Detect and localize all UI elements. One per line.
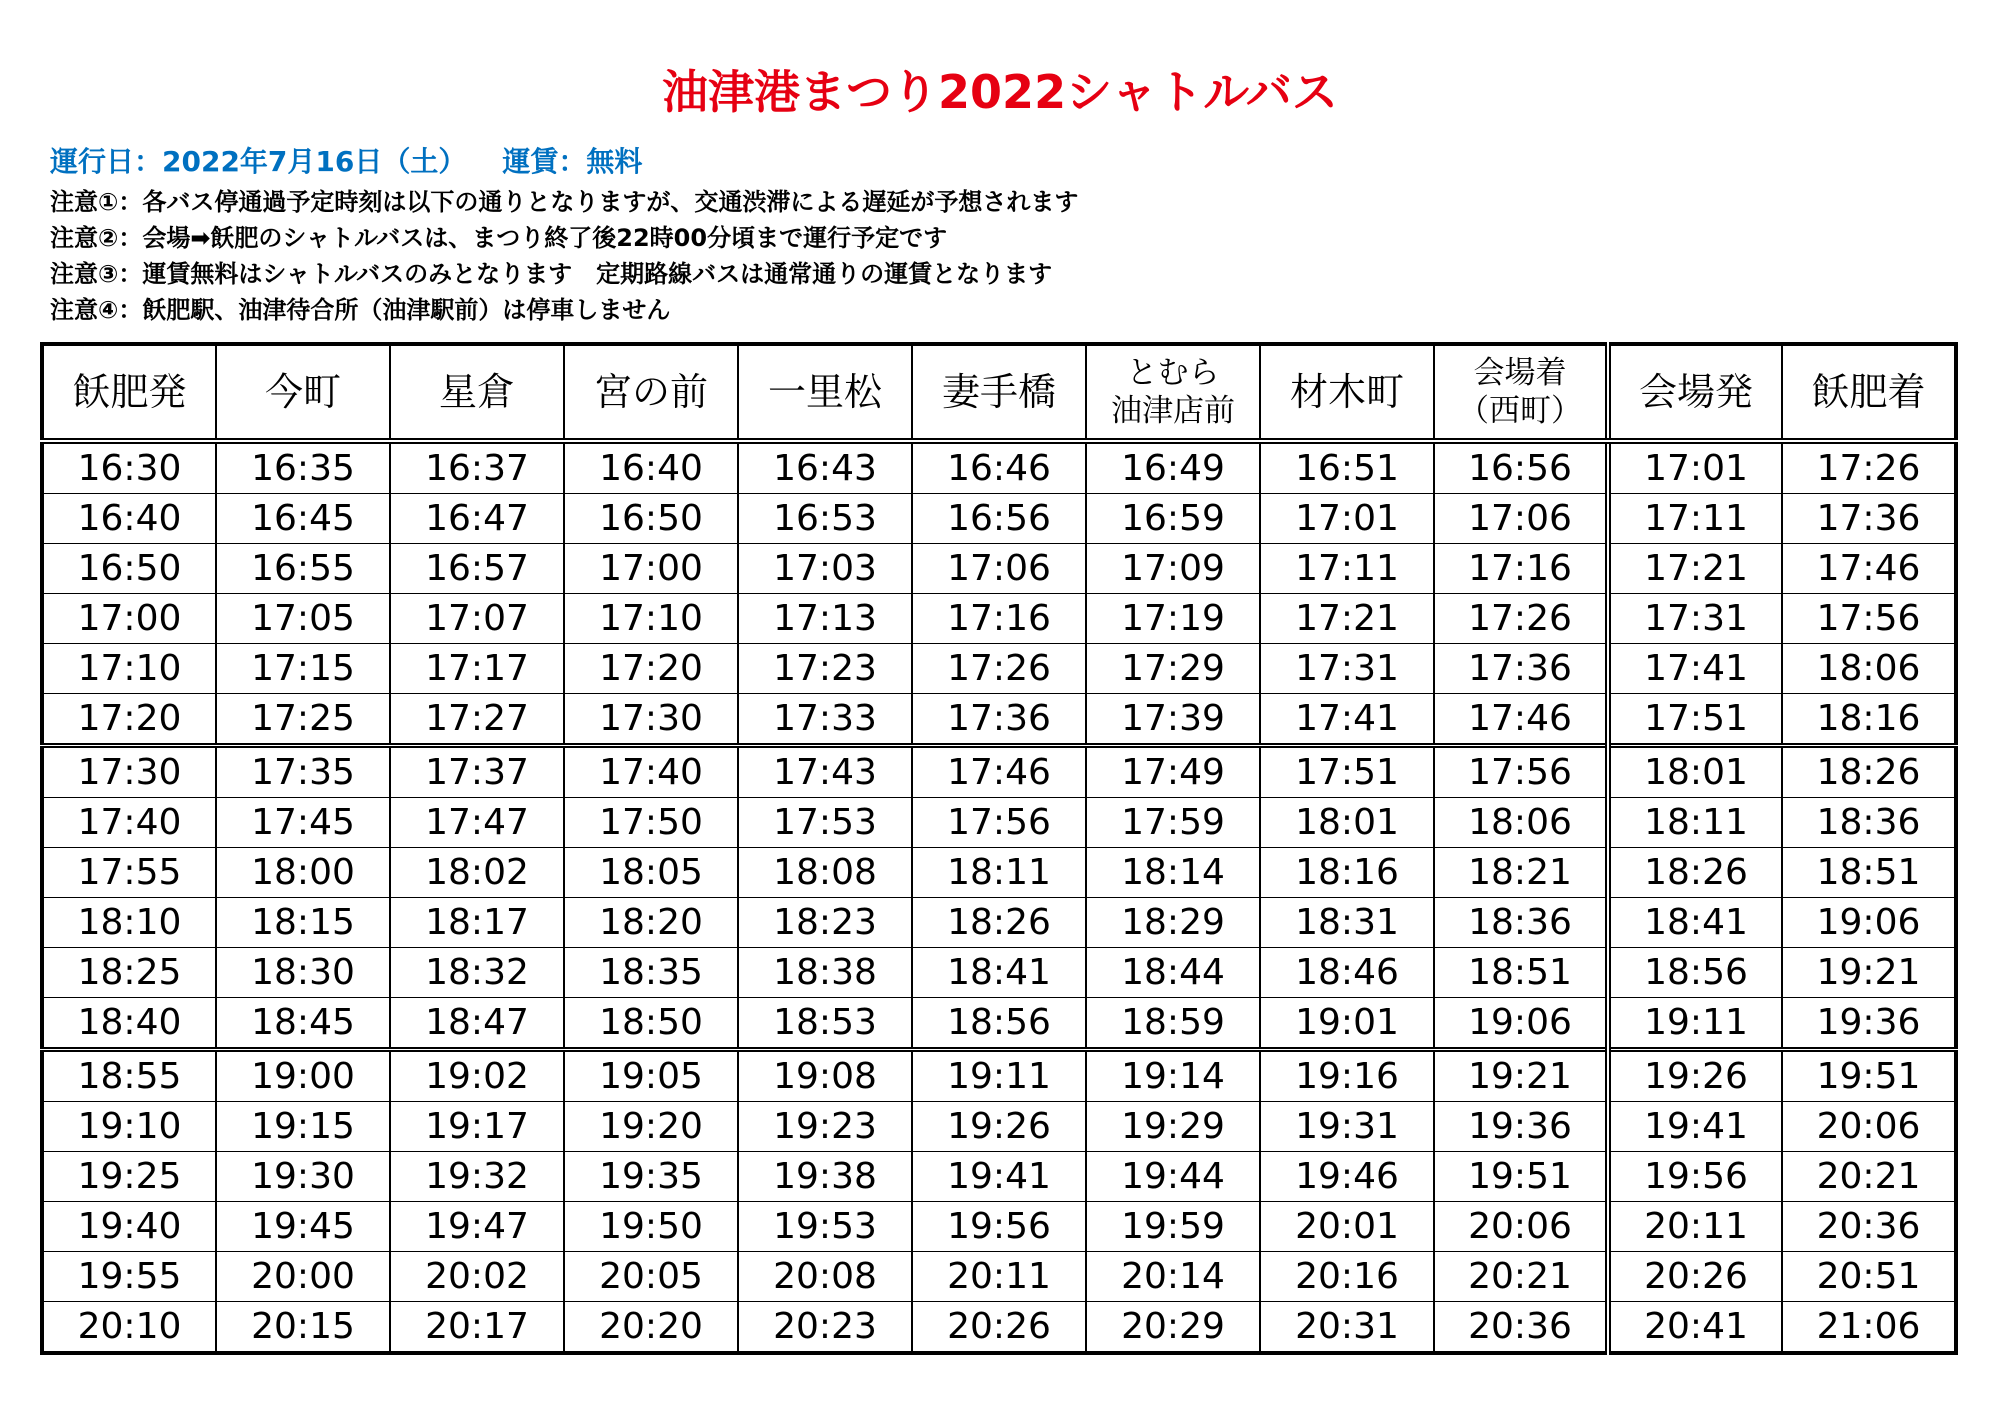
timetable-header-row xyxy=(42,344,1956,441)
time-cell: 20:14 xyxy=(1086,1252,1260,1302)
time-cell: 17:56 xyxy=(912,798,1086,848)
time-cell: 17:27 xyxy=(390,694,564,746)
operation-date: 運行日：2022年7月16日（土） xyxy=(50,145,467,178)
note-item: 注意①：各バス停通過予定時刻は以下の通りとなりますが、交通渋滞による遅延が予想されます xyxy=(50,188,1079,216)
time-cell: 20:29 xyxy=(1086,1302,1260,1354)
time-cell: 18:59 xyxy=(1086,998,1260,1050)
notes-list xyxy=(50,184,1078,328)
time-cell: 18:35 xyxy=(564,948,738,998)
time-cell: 17:09 xyxy=(1086,544,1260,594)
table-row xyxy=(42,441,1956,494)
time-cell: 17:06 xyxy=(1434,494,1608,544)
time-cell: 17:39 xyxy=(1086,694,1260,746)
time-cell: 17:10 xyxy=(42,644,216,694)
time-cell: 18:29 xyxy=(1086,898,1260,948)
time-cell: 20:01 xyxy=(1260,1202,1434,1252)
column-header xyxy=(1086,344,1260,441)
time-cell: 17:20 xyxy=(42,694,216,746)
time-cell: 19:46 xyxy=(1260,1152,1434,1202)
note-item: 注意③：運賃無料はシャトルバスのみとなります 定期路線バスは通常通りの運賃となります xyxy=(50,260,1053,288)
column-header-line: 星倉 xyxy=(438,370,515,414)
time-cell: 17:51 xyxy=(1260,746,1434,798)
column-header-line: 材木町 xyxy=(1289,370,1404,414)
table-row xyxy=(42,1152,1956,1202)
time-cell: 17:36 xyxy=(1434,644,1608,694)
time-cell: 17:50 xyxy=(564,798,738,848)
time-cell: 17:36 xyxy=(912,694,1086,746)
time-cell: 17:00 xyxy=(42,594,216,644)
time-cell: 17:31 xyxy=(1608,594,1782,644)
time-cell: 18:23 xyxy=(738,898,912,948)
time-cell: 17:21 xyxy=(1260,594,1434,644)
time-cell: 17:41 xyxy=(1260,694,1434,746)
time-cell: 18:05 xyxy=(564,848,738,898)
time-cell: 17:31 xyxy=(1260,644,1434,694)
time-cell: 16:37 xyxy=(390,441,564,494)
column-header xyxy=(738,344,912,441)
time-cell: 17:40 xyxy=(42,798,216,848)
time-cell: 18:53 xyxy=(738,998,912,1050)
time-cell: 18:17 xyxy=(390,898,564,948)
time-cell: 19:02 xyxy=(390,1050,564,1102)
time-cell: 17:41 xyxy=(1608,644,1782,694)
time-cell: 17:26 xyxy=(1434,594,1608,644)
time-cell: 17:30 xyxy=(564,694,738,746)
time-cell: 17:46 xyxy=(1782,544,1956,594)
time-cell: 19:32 xyxy=(390,1152,564,1202)
time-cell: 18:40 xyxy=(42,998,216,1050)
time-cell: 17:16 xyxy=(912,594,1086,644)
time-cell: 18:26 xyxy=(1782,746,1956,798)
time-cell: 19:41 xyxy=(1608,1102,1782,1152)
time-cell: 20:36 xyxy=(1782,1202,1956,1252)
note-item: 注意②：会場➡飫肥のシャトルバスは、まつり終了後22時00分頃まで運行予定です xyxy=(50,224,948,252)
time-cell: 18:55 xyxy=(42,1050,216,1102)
table-row xyxy=(42,494,1956,544)
time-cell: 20:21 xyxy=(1782,1152,1956,1202)
time-cell: 19:16 xyxy=(1260,1050,1434,1102)
time-cell: 19:51 xyxy=(1434,1152,1608,1202)
time-cell: 19:05 xyxy=(564,1050,738,1102)
column-header-line: （西町） xyxy=(1458,393,1582,429)
time-cell: 20:02 xyxy=(390,1252,564,1302)
time-cell: 16:30 xyxy=(42,441,216,494)
time-cell: 17:49 xyxy=(1086,746,1260,798)
table-row xyxy=(42,848,1956,898)
time-cell: 18:47 xyxy=(390,998,564,1050)
time-cell: 19:08 xyxy=(738,1050,912,1102)
column-header-line: 飫肥着 xyxy=(1811,370,1926,414)
column-header xyxy=(1608,344,1782,441)
table-row xyxy=(42,948,1956,998)
time-cell: 19:38 xyxy=(738,1152,912,1202)
table-row xyxy=(42,1102,1956,1152)
time-cell: 18:02 xyxy=(390,848,564,898)
time-cell: 19:41 xyxy=(912,1152,1086,1202)
time-cell: 20:31 xyxy=(1260,1302,1434,1354)
time-cell: 19:01 xyxy=(1260,998,1434,1050)
time-cell: 17:15 xyxy=(216,644,390,694)
time-cell: 20:05 xyxy=(564,1252,738,1302)
table-row xyxy=(42,1302,1956,1354)
time-cell: 18:10 xyxy=(42,898,216,948)
time-cell: 17:20 xyxy=(564,644,738,694)
time-cell: 18:14 xyxy=(1086,848,1260,898)
time-cell: 19:44 xyxy=(1086,1152,1260,1202)
time-cell: 18:26 xyxy=(1608,848,1782,898)
time-cell: 17:26 xyxy=(1782,441,1956,494)
time-cell: 16:45 xyxy=(216,494,390,544)
time-cell: 16:43 xyxy=(738,441,912,494)
note-item: 注意④：飫肥駅、油津待合所（油津駅前）は停車しません xyxy=(50,296,671,324)
time-cell: 18:50 xyxy=(564,998,738,1050)
time-cell: 19:10 xyxy=(42,1102,216,1152)
time-cell: 16:46 xyxy=(912,441,1086,494)
time-cell: 20:00 xyxy=(216,1252,390,1302)
time-cell: 19:55 xyxy=(42,1252,216,1302)
time-cell: 16:56 xyxy=(1434,441,1608,494)
time-cell: 20:36 xyxy=(1434,1302,1608,1354)
table-row xyxy=(42,1202,1956,1252)
time-cell: 18:06 xyxy=(1782,644,1956,694)
time-cell: 18:56 xyxy=(1608,948,1782,998)
time-cell: 19:29 xyxy=(1086,1102,1260,1152)
time-cell: 16:59 xyxy=(1086,494,1260,544)
time-cell: 17:25 xyxy=(216,694,390,746)
time-cell: 19:11 xyxy=(912,1050,1086,1102)
column-header xyxy=(390,344,564,441)
time-cell: 17:30 xyxy=(42,746,216,798)
time-cell: 19:45 xyxy=(216,1202,390,1252)
timetable-body xyxy=(42,441,1956,1353)
table-row xyxy=(42,544,1956,594)
time-cell: 18:20 xyxy=(564,898,738,948)
time-cell: 19:53 xyxy=(738,1202,912,1252)
column-header xyxy=(912,344,1086,441)
time-cell: 20:23 xyxy=(738,1302,912,1354)
time-cell: 19:25 xyxy=(42,1152,216,1202)
table-row xyxy=(42,694,1956,746)
time-cell: 19:47 xyxy=(390,1202,564,1252)
time-cell: 18:45 xyxy=(216,998,390,1050)
column-header xyxy=(216,344,390,441)
column-header-line: 会場着 xyxy=(1473,355,1567,391)
table-row xyxy=(42,594,1956,644)
time-cell: 19:26 xyxy=(912,1102,1086,1152)
time-cell: 17:19 xyxy=(1086,594,1260,644)
table-row xyxy=(42,644,1956,694)
time-cell: 16:47 xyxy=(390,494,564,544)
column-header-line: 会場発 xyxy=(1638,370,1753,414)
time-cell: 19:21 xyxy=(1782,948,1956,998)
column-header-line: とむら xyxy=(1126,355,1220,391)
time-cell: 17:53 xyxy=(738,798,912,848)
time-cell: 19:36 xyxy=(1782,998,1956,1050)
timetable xyxy=(40,342,1958,1355)
time-cell: 17:35 xyxy=(216,746,390,798)
time-cell: 20:21 xyxy=(1434,1252,1608,1302)
time-cell: 18:41 xyxy=(912,948,1086,998)
time-cell: 18:30 xyxy=(216,948,390,998)
table-row xyxy=(42,798,1956,848)
time-cell: 17:46 xyxy=(912,746,1086,798)
time-cell: 17:03 xyxy=(738,544,912,594)
time-cell: 19:50 xyxy=(564,1202,738,1252)
time-cell: 18:26 xyxy=(912,898,1086,948)
time-cell: 19:30 xyxy=(216,1152,390,1202)
time-cell: 18:00 xyxy=(216,848,390,898)
time-cell: 17:37 xyxy=(390,746,564,798)
time-cell: 18:08 xyxy=(738,848,912,898)
time-cell: 17:56 xyxy=(1434,746,1608,798)
time-cell: 19:00 xyxy=(216,1050,390,1102)
time-cell: 20:16 xyxy=(1260,1252,1434,1302)
operation-info xyxy=(50,144,642,180)
time-cell: 18:11 xyxy=(1608,798,1782,848)
time-cell: 17:13 xyxy=(738,594,912,644)
time-cell: 20:41 xyxy=(1608,1302,1782,1354)
time-cell: 17:01 xyxy=(1260,494,1434,544)
time-cell: 19:59 xyxy=(1086,1202,1260,1252)
time-cell: 18:31 xyxy=(1260,898,1434,948)
time-cell: 18:46 xyxy=(1260,948,1434,998)
time-cell: 20:51 xyxy=(1782,1252,1956,1302)
time-cell: 17:07 xyxy=(390,594,564,644)
column-header-line: 飫肥発 xyxy=(72,370,187,414)
time-cell: 18:51 xyxy=(1782,848,1956,898)
time-cell: 17:11 xyxy=(1260,544,1434,594)
column-header-line: 宮の前 xyxy=(593,370,708,414)
time-cell: 20:06 xyxy=(1434,1202,1608,1252)
time-cell: 16:35 xyxy=(216,441,390,494)
time-cell: 17:43 xyxy=(738,746,912,798)
time-cell: 19:17 xyxy=(390,1102,564,1152)
time-cell: 18:01 xyxy=(1260,798,1434,848)
time-cell: 16:53 xyxy=(738,494,912,544)
table-row xyxy=(42,1050,1956,1102)
column-header-line: 妻手橋 xyxy=(941,370,1056,414)
time-cell: 20:15 xyxy=(216,1302,390,1354)
time-cell: 21:06 xyxy=(1782,1302,1956,1354)
time-cell: 17:17 xyxy=(390,644,564,694)
time-cell: 20:20 xyxy=(564,1302,738,1354)
column-header xyxy=(1782,344,1956,441)
time-cell: 17:29 xyxy=(1086,644,1260,694)
table-row xyxy=(42,1252,1956,1302)
column-header xyxy=(564,344,738,441)
time-cell: 17:23 xyxy=(738,644,912,694)
time-cell: 20:08 xyxy=(738,1252,912,1302)
time-cell: 17:26 xyxy=(912,644,1086,694)
time-cell: 17:05 xyxy=(216,594,390,644)
time-cell: 20:26 xyxy=(1608,1252,1782,1302)
time-cell: 16:40 xyxy=(42,494,216,544)
table-row xyxy=(42,998,1956,1050)
time-cell: 17:33 xyxy=(738,694,912,746)
time-cell: 18:06 xyxy=(1434,798,1608,848)
time-cell: 18:16 xyxy=(1260,848,1434,898)
time-cell: 19:11 xyxy=(1608,998,1782,1050)
time-cell: 18:11 xyxy=(912,848,1086,898)
time-cell: 20:26 xyxy=(912,1302,1086,1354)
column-header-line: 今町 xyxy=(264,370,341,414)
time-cell: 16:50 xyxy=(564,494,738,544)
column-header xyxy=(1434,344,1608,441)
time-cell: 18:32 xyxy=(390,948,564,998)
time-cell: 19:35 xyxy=(564,1152,738,1202)
time-cell: 19:06 xyxy=(1782,898,1956,948)
time-cell: 17:46 xyxy=(1434,694,1608,746)
time-cell: 17:51 xyxy=(1608,694,1782,746)
time-cell: 16:50 xyxy=(42,544,216,594)
time-cell: 18:21 xyxy=(1434,848,1608,898)
time-cell: 16:51 xyxy=(1260,441,1434,494)
time-cell: 19:15 xyxy=(216,1102,390,1152)
page-title: 油津港まつり2022シャトルバス xyxy=(662,65,1338,119)
column-header xyxy=(42,344,216,441)
time-cell: 20:11 xyxy=(1608,1202,1782,1252)
time-cell: 19:31 xyxy=(1260,1102,1434,1152)
time-cell: 18:51 xyxy=(1434,948,1608,998)
time-cell: 19:56 xyxy=(912,1202,1086,1252)
time-cell: 18:16 xyxy=(1782,694,1956,746)
time-cell: 17:11 xyxy=(1608,494,1782,544)
time-cell: 16:55 xyxy=(216,544,390,594)
time-cell: 18:44 xyxy=(1086,948,1260,998)
time-cell: 19:26 xyxy=(1608,1050,1782,1102)
time-cell: 17:55 xyxy=(42,848,216,898)
time-cell: 17:56 xyxy=(1782,594,1956,644)
column-header-line: 一里松 xyxy=(767,370,882,414)
time-cell: 17:01 xyxy=(1608,441,1782,494)
time-cell: 18:38 xyxy=(738,948,912,998)
time-cell: 18:56 xyxy=(912,998,1086,1050)
time-cell: 16:49 xyxy=(1086,441,1260,494)
time-cell: 18:25 xyxy=(42,948,216,998)
time-cell: 18:36 xyxy=(1434,898,1608,948)
time-cell: 17:00 xyxy=(564,544,738,594)
time-cell: 19:36 xyxy=(1434,1102,1608,1152)
time-cell: 19:23 xyxy=(738,1102,912,1152)
time-cell: 20:11 xyxy=(912,1252,1086,1302)
time-cell: 17:10 xyxy=(564,594,738,644)
time-cell: 19:14 xyxy=(1086,1050,1260,1102)
time-cell: 17:47 xyxy=(390,798,564,848)
time-cell: 19:21 xyxy=(1434,1050,1608,1102)
time-cell: 18:41 xyxy=(1608,898,1782,948)
time-cell: 17:40 xyxy=(564,746,738,798)
time-cell: 19:06 xyxy=(1434,998,1608,1050)
table-row xyxy=(42,746,1956,798)
time-cell: 19:40 xyxy=(42,1202,216,1252)
time-cell: 17:21 xyxy=(1608,544,1782,594)
time-cell: 17:06 xyxy=(912,544,1086,594)
time-cell: 16:40 xyxy=(564,441,738,494)
time-cell: 16:56 xyxy=(912,494,1086,544)
time-cell: 18:01 xyxy=(1608,746,1782,798)
table-row xyxy=(42,898,1956,948)
time-cell: 17:59 xyxy=(1086,798,1260,848)
time-cell: 20:10 xyxy=(42,1302,216,1354)
time-cell: 19:51 xyxy=(1782,1050,1956,1102)
column-header xyxy=(1260,344,1434,441)
operation-fare: 運賃：無料 xyxy=(502,145,643,178)
time-cell: 19:20 xyxy=(564,1102,738,1152)
time-cell: 17:16 xyxy=(1434,544,1608,594)
time-cell: 17:36 xyxy=(1782,494,1956,544)
time-cell: 16:57 xyxy=(390,544,564,594)
time-cell: 18:15 xyxy=(216,898,390,948)
time-cell: 19:56 xyxy=(1608,1152,1782,1202)
time-cell: 17:45 xyxy=(216,798,390,848)
column-header-line: 油津店前 xyxy=(1111,393,1235,429)
time-cell: 20:17 xyxy=(390,1302,564,1354)
time-cell: 20:06 xyxy=(1782,1102,1956,1152)
time-cell: 18:36 xyxy=(1782,798,1956,848)
